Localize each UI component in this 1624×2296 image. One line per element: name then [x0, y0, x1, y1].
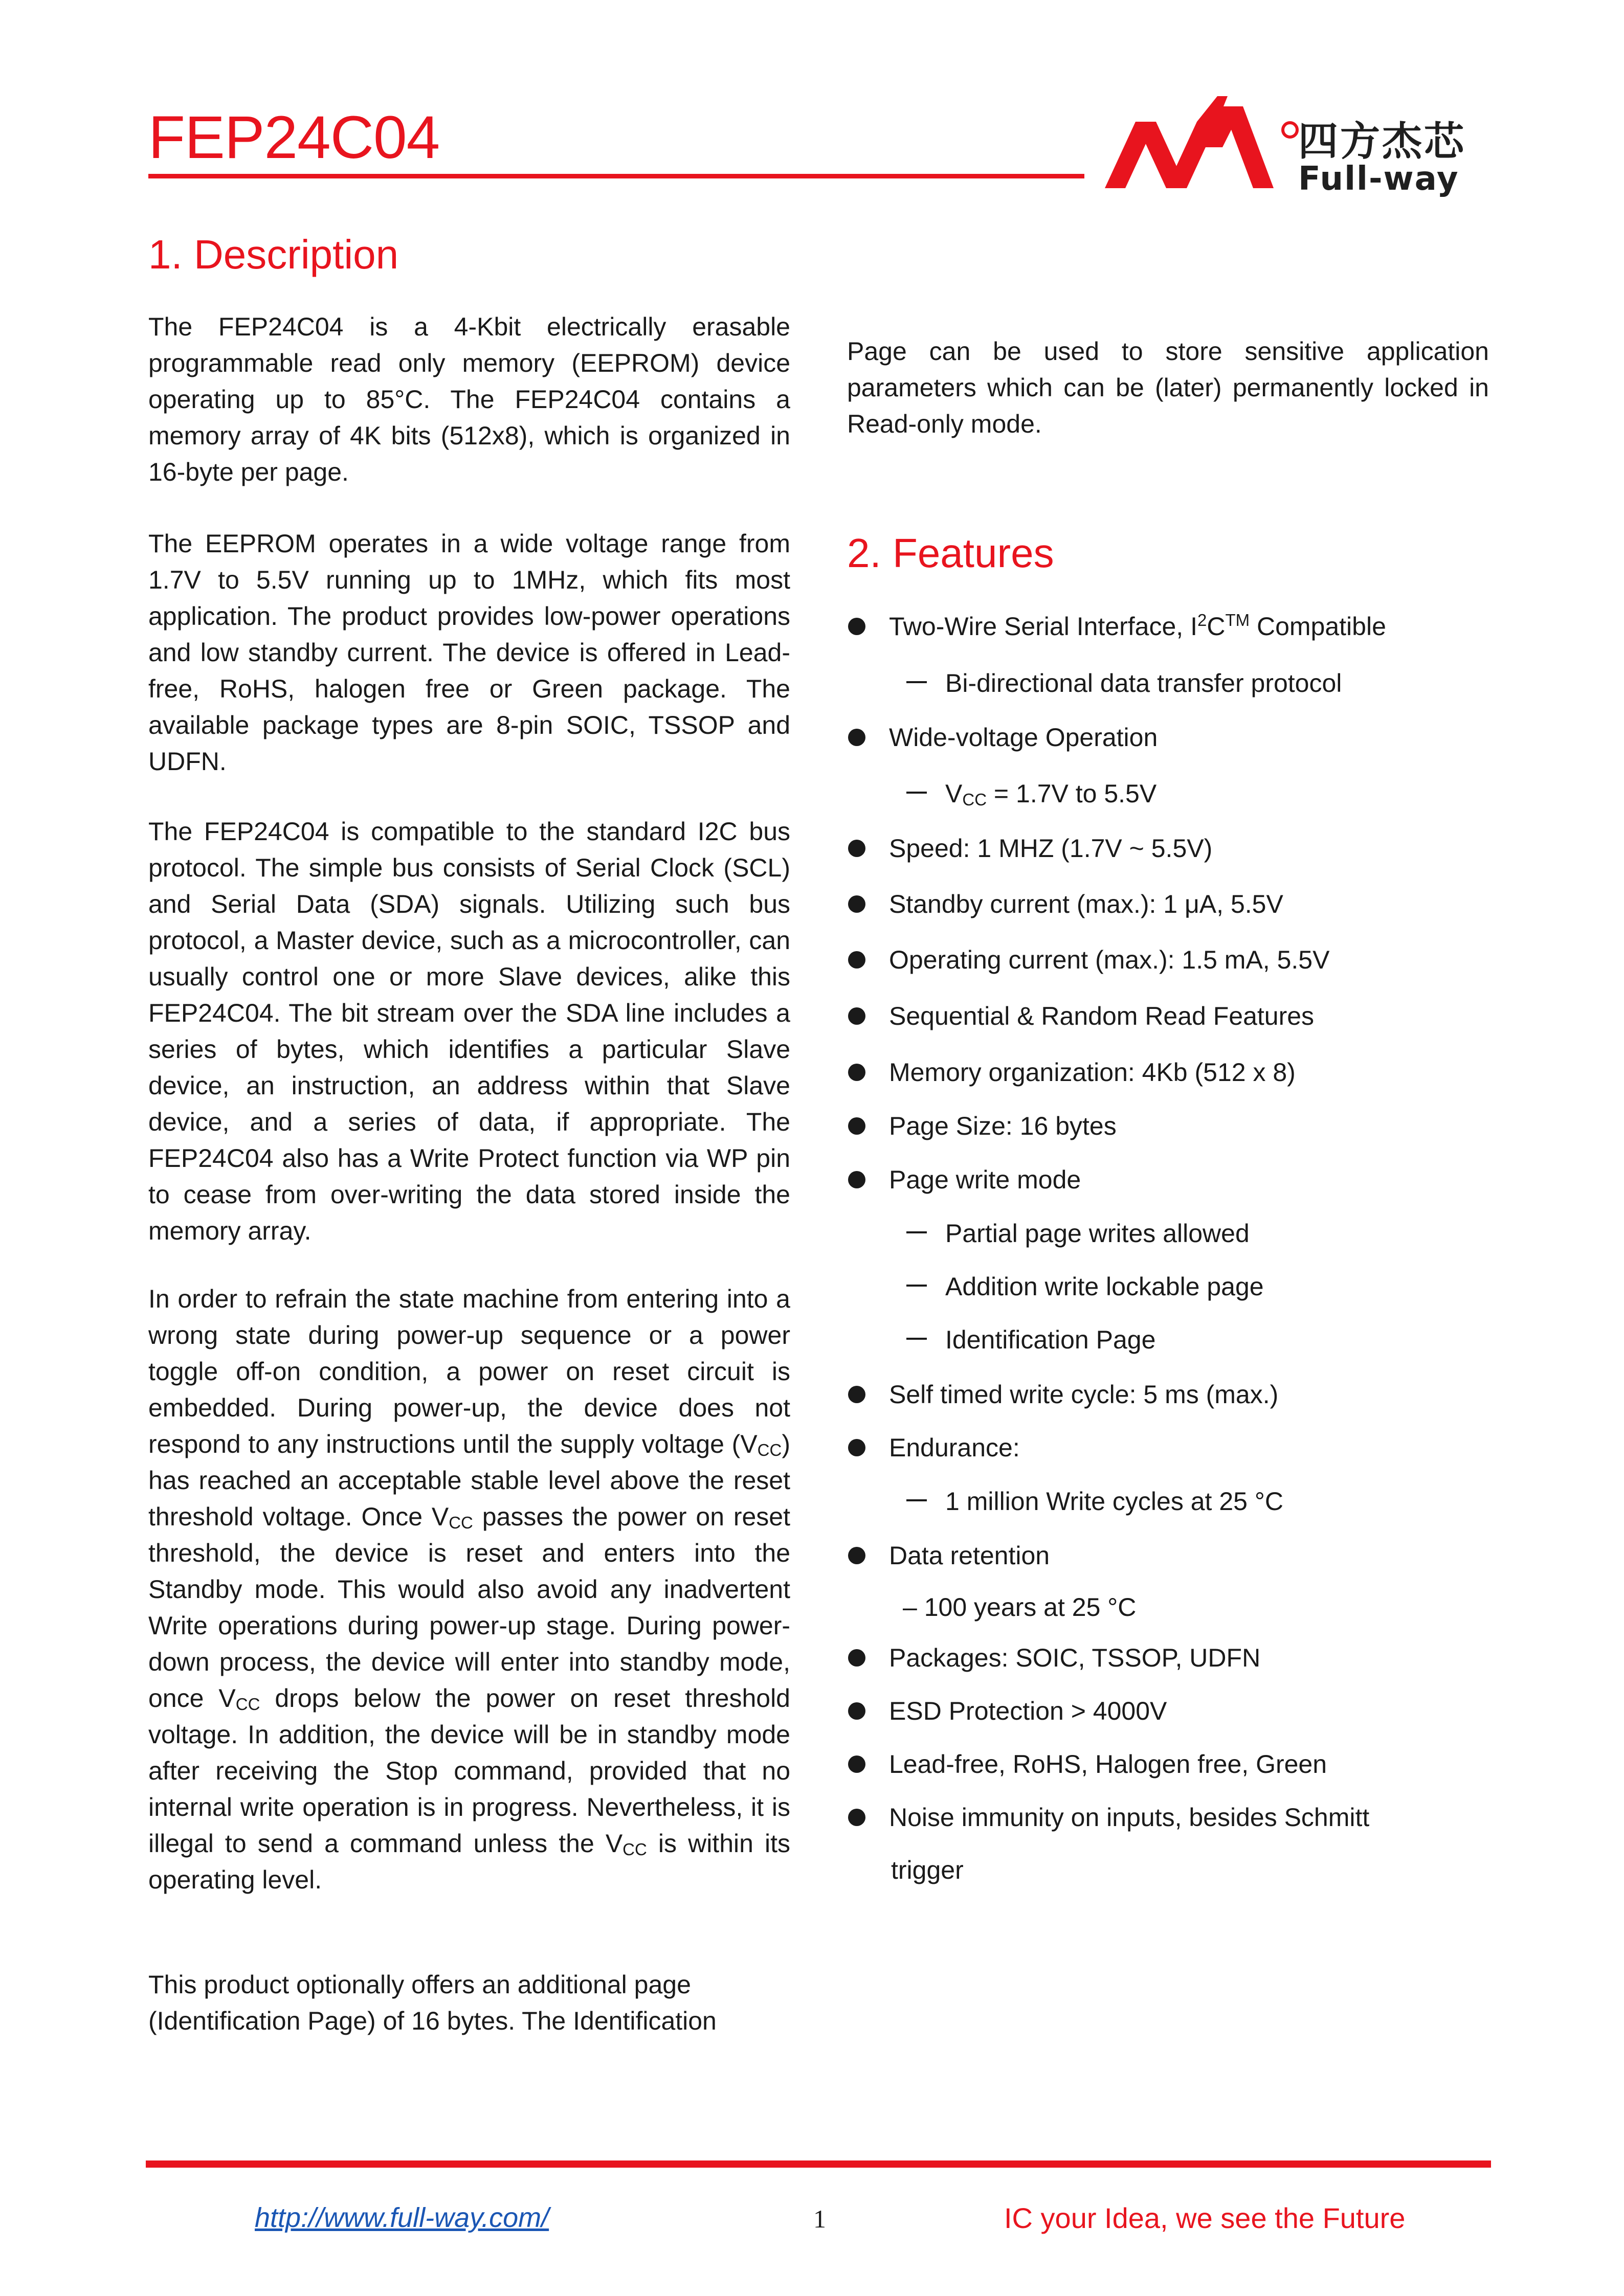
bullet-icon [848, 1649, 865, 1667]
description-paragraph-6: Page can be used to store sensitive application parameters which can be (later) permanently locked in Read-only mode. [847, 337, 1489, 438]
description-paragraph-2: The EEPROM operates in a wide voltage range from 1.7V to 5.5V running up to 1MHz, which fits most application. The product provides low-power operations and low standby current. The device is offered in Lead-free, RoHS, halogen free or Green package. The available package types are 8-pin SOIC, TSSOP and UDFN. [148, 529, 790, 776]
description-paragraph-3: The FEP24C04 is compatible to the standard I2C bus protocol. The simple bus consists of Serial Clock (SCL) and Serial Data (SDA) signals. Utilizing such bus protocol, a Master device, such as a microcontroller, can usually control one or more Slave devices, alike this FEP24C04. The bit stream over the SDA line includes a series of bytes, which identifies a particular Slave device, an instruction, an address within that Slave device, and a series of data, if appropriate. The FEP24C04 also has a Write Protect function via WP pin to cease from over-writing the data stored inside the memory array. [148, 817, 790, 1245]
website-link[interactable]: http://www.full-way.com/ [255, 2202, 549, 2233]
feature-subitem: – 100 years at 25 °C [903, 1593, 1137, 1622]
bullet-icon [848, 1439, 865, 1456]
bullet-icon [848, 618, 865, 635]
description-heading: 1. Description [148, 232, 399, 277]
bullet-icon [848, 1809, 865, 1826]
feature-item: ESD Protection > 4000V [889, 1697, 1167, 1725]
feature-subitem: Identification Page [945, 1325, 1156, 1354]
bullet-icon [848, 1755, 865, 1773]
feature-subitem: Partial page writes allowed [945, 1219, 1250, 1248]
feature-subitem: Addition write lockable page [945, 1272, 1264, 1301]
feature-item: Sequential & Random Read Features [889, 1002, 1315, 1030]
feature-subitem-vcc: $V_{CC} = 1.7V$ to 5.5V [945, 779, 1157, 809]
bullet-icon [848, 840, 865, 857]
description-paragraph-1: The FEP24C04 is a 4-Kbit electrically erasable programmable read only memory (EEPROM) device operating up to 85°C. The FEP24C04 contains a memory array of 4K bits (512x8), which is organized in 16-byte per page. [148, 312, 790, 486]
description-paragraph-4: In order to refrain the state machine from entering into a wrong state during power-up sequence or a power toggle off-on condition, a power on reset circuit is embedded. During power-up, the device does not respond to any instructions until the supply voltage $(V_{CC})$ has reached an acceptable stable level above the reset threshold voltage. Once $V_{CC}$ passes the power on reset threshold, the device is reset and enters into the Standby mode. This would also avoid any inadvertent Write operations during power-up stage. During power-down process, the device will enter into standby mode, once $V_{CC}$ drops below the power on reset threshold voltage. In addition, the device will be in standby mode after receiving the Stop command, provided that no internal write operation is in progress. Nevertheless, it is illegal to send a command unless the $V_{CC}$ is within its operating level. [148, 1285, 791, 1894]
feature-item: Standby current (max.): 1 μA, 5.5V [889, 890, 1283, 918]
bullet-icon [848, 951, 865, 969]
logo-english-text: Full-way [1298, 160, 1459, 198]
feature-item: Data retention [889, 1541, 1050, 1570]
dash-icon [906, 1499, 927, 1501]
bullet-icon [848, 1547, 865, 1564]
bullet-icon [848, 1007, 865, 1025]
feature-item: Operating current (max.): 1.5 mA, 5.5V [889, 946, 1330, 974]
bullet-icon [848, 1386, 865, 1403]
feature-item: Packages: SOIC, TSSOP, UDFN [889, 1644, 1261, 1672]
dash-icon [906, 1338, 927, 1340]
feature-item: Memory organization: 4Kb (512 x 8) [889, 1058, 1296, 1087]
feature-item: Lead-free, RoHS, Halogen free, Green [889, 1750, 1327, 1779]
page-number: 1 [813, 2204, 826, 2233]
feature-item: Endurance: [889, 1433, 1020, 1462]
description-paragraph-5: This product optionally offers an additional page (Identification Page) of 16 bytes. The Identification [148, 1970, 717, 2035]
feature-item: Page write mode [889, 1165, 1081, 1194]
dash-icon [906, 792, 927, 794]
feature-subitem: Bi-directional data transfer protocol [945, 669, 1342, 697]
feature-item: Noise immunity on inputs, besides Schmitt [889, 1803, 1370, 1832]
feature-item: Speed: 1 MHZ (1.7V ~ 5.5V) [889, 834, 1213, 863]
footer-slogan: IC your Idea, we see the Future [1004, 2202, 1406, 2234]
footer-rule [146, 2160, 1491, 2168]
feature-subitem: 1 million Write cycles at 25 °C [945, 1487, 1283, 1516]
header-rule [148, 174, 1084, 178]
dash-icon [906, 1231, 927, 1233]
bullet-icon [848, 729, 865, 746]
bullet-icon [848, 1064, 865, 1081]
bullet-icon [848, 1171, 865, 1188]
feature-item-continuation: trigger [891, 1856, 964, 1884]
features-heading: 2. Features [847, 530, 1054, 576]
bullet-icon [848, 895, 865, 913]
feature-item: Self timed write cycle: 5 ms (max.) [889, 1380, 1279, 1409]
bullet-icon [848, 1702, 865, 1720]
feature-item: Page Size: 16 bytes [889, 1112, 1117, 1140]
feature-item-interface: Two-Wire Serial Interface, $I^2C™$ Compatible [889, 611, 1386, 641]
logo-chinese-text: 四方杰芯 [1298, 119, 1466, 165]
feature-item: Wide-voltage Operation [889, 723, 1158, 752]
document-title: FEP24C04 [148, 104, 440, 171]
dash-icon [906, 1285, 927, 1287]
dash-icon [906, 681, 927, 683]
bullet-icon [848, 1117, 865, 1135]
